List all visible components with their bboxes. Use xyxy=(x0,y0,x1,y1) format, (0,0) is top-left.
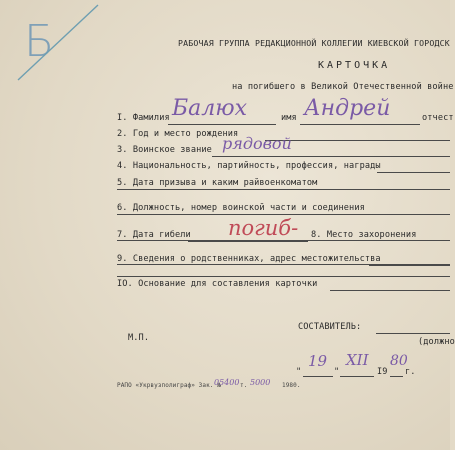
header-text: РАБОЧАЯ ГРУППА РЕДАКЦИОННОЙ КОЛЛЕГИИ КИЕВСКОЙ ГОРОДСК xyxy=(178,38,450,48)
stamp-place-label: М.П. xyxy=(128,333,150,343)
handwritten-year: 80 xyxy=(390,353,408,369)
card-subtitle: на погибшего в Великой Отечественной войне xyxy=(232,82,454,92)
field-death-date-label: 7. Дата гибели xyxy=(117,230,191,240)
field-birth-label: 2. Год и место рождения xyxy=(117,129,239,139)
field-unit-line xyxy=(359,214,450,215)
field-nationality-label: 4. Национальность, партийность, профессия, награды xyxy=(117,161,381,171)
field-nationality-line xyxy=(377,172,450,173)
date-year-prefix: I9 xyxy=(377,367,388,377)
print-line-b: т. xyxy=(240,382,248,389)
field-birth-line xyxy=(265,140,450,141)
date-year-suffix: г. xyxy=(405,367,416,377)
date-close-quote: " xyxy=(334,367,340,377)
date-day-line xyxy=(303,376,333,377)
field-basis-label: IO. Основание для составления карточки xyxy=(117,279,318,289)
print-line-a: РАПО «Укрвузполиграф» Зак. № xyxy=(117,382,221,389)
print-order-number: 05400 xyxy=(214,378,240,387)
card-title: КАРТОЧКА xyxy=(318,60,391,71)
field-draft-line xyxy=(343,189,450,190)
position-label: (должно xyxy=(418,337,455,347)
field-name-line xyxy=(300,124,420,125)
field-relatives-line xyxy=(369,265,450,266)
field-death-date-line xyxy=(188,241,308,242)
date-month-line xyxy=(340,376,374,377)
field-surname-line xyxy=(168,124,276,125)
date-open-quote: " xyxy=(296,367,302,377)
corner-pencil-slash xyxy=(0,0,120,90)
field-basis-line xyxy=(330,290,450,291)
field-rank-line xyxy=(212,156,450,157)
compiler-label: СОСТАВИТЕЛЬ: xyxy=(298,322,362,332)
field-burial-label: 8. Место захоронения xyxy=(311,230,417,240)
handwritten-surname: Балюх xyxy=(172,96,248,121)
field-patronymic-label: отчест xyxy=(422,113,454,123)
print-quantity: 5000 xyxy=(250,378,271,387)
field-draft-label: 5. Дата призыва и каким райвоенкоматом xyxy=(117,178,318,188)
handwritten-month: XII xyxy=(346,351,369,369)
field-surname-label: I. Фамилия xyxy=(117,113,170,123)
handwritten-death: погиб- xyxy=(228,216,299,240)
compiler-line xyxy=(376,333,450,334)
print-year: 1980. xyxy=(282,382,301,389)
field-relatives-label: 9. Сведения о родственниках, адрес местожительства xyxy=(117,254,381,264)
field-unit-label: 6. Должность, номер воинской части и соединения xyxy=(117,203,365,213)
field-relatives-line-2 xyxy=(117,276,450,277)
field-rank-label: 3. Воинское звание xyxy=(117,145,212,155)
handwritten-rank: рядовой xyxy=(222,134,292,153)
date-year-line xyxy=(390,376,403,377)
handwritten-day: 19 xyxy=(308,352,328,370)
field-name-label: имя xyxy=(281,113,297,123)
corner-letter-mark: Б xyxy=(24,16,55,67)
handwritten-name: Андрей xyxy=(304,96,391,121)
